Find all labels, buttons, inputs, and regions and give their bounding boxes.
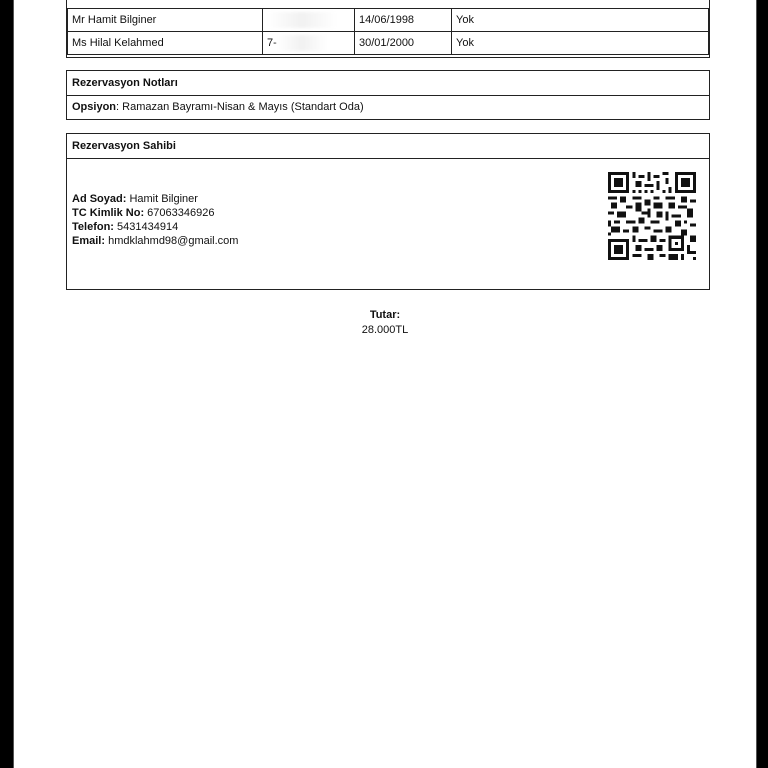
- guest-birth-date: 14/06/1998: [355, 9, 452, 32]
- owner-email-line: Email: hmdklahmd98@gmail.com: [72, 235, 239, 247]
- table-row: [68, 32, 709, 55]
- owner-phone-line: Telefon: 5431434914: [72, 221, 179, 233]
- redacted-area: [277, 35, 327, 51]
- total-value: 28.000TL: [361, 324, 409, 336]
- reservation-owner-box: [66, 133, 710, 290]
- guests-table: [67, 8, 709, 55]
- owner-details: [72, 192, 238, 248]
- owner-name-line: Ad Soyad: Hamit Bilginer: [72, 193, 198, 205]
- table-row: [68, 9, 709, 32]
- option-value: : Ramazan Bayramı-Nisan & Mayıs (Standart Oda): [116, 101, 364, 113]
- option-label: Opsiyon: [72, 101, 117, 113]
- guest-id: [263, 9, 355, 32]
- reservation-notes-box: [66, 70, 710, 120]
- guest-birth-date: 30/01/2000: [355, 32, 452, 55]
- owner-name: Hamit Bilginer: [126, 193, 198, 205]
- owner-email: hmdklahmd98@gmail.com: [105, 235, 239, 247]
- guest-id: 7-: [263, 32, 355, 55]
- reservation-owner-title: Rezervasyon Sahibi: [67, 134, 709, 159]
- owner-phone: 5431434914: [113, 221, 179, 233]
- total-label: Tutar:: [369, 309, 401, 321]
- owner-tc: 67063346926: [144, 207, 215, 219]
- guests-table-box: [66, 0, 710, 58]
- reservation-notes-title: Rezervasyon Notları: [67, 71, 709, 96]
- option-row: [67, 96, 709, 118]
- guest-extra: Yok: [452, 32, 709, 55]
- qr-code-icon: [608, 172, 696, 260]
- owner-tc-line: TC Kimlik No: 67063346926: [72, 207, 215, 219]
- redacted-area: [267, 12, 337, 28]
- guest-extra: Yok: [452, 9, 709, 32]
- document-page: [13, 0, 757, 768]
- guest-name: Ms Hilal Kelahmed: [68, 32, 263, 55]
- guest-name: Mr Hamit Bilginer: [68, 9, 263, 32]
